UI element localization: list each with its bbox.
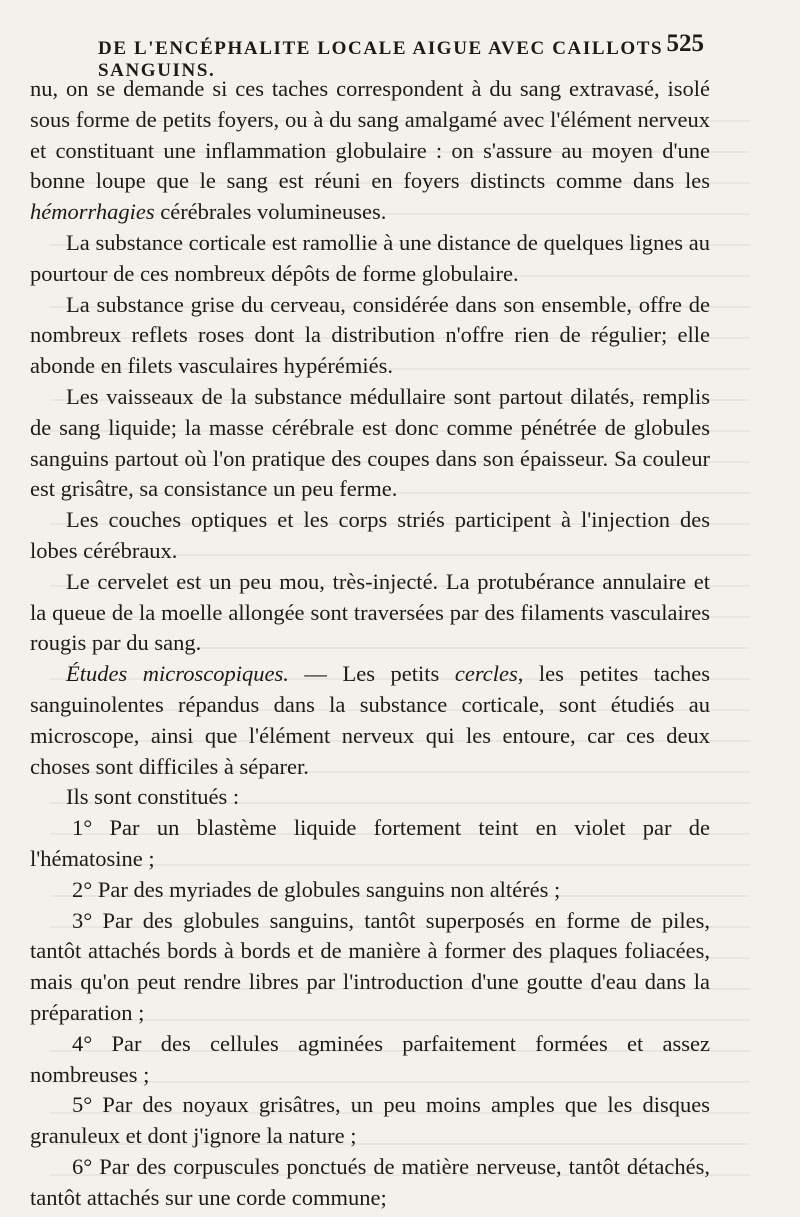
- page-number: 525: [666, 30, 704, 57]
- list-item: 3° Par des globules sanguins, tantôt superposés en forme de piles, tantôt attachés bords à bords et de manière à former des plaques foliacées, mais qu'on peut rendre libres par l'introduction d'une goutte d'eau dans la préparation ;: [30, 907, 710, 1025]
- page-header: [98, 30, 704, 81]
- running-title: DE L'ENCÉPHALITE LOCALE AIGUE AVEC CAILLOTS SANGUINS.: [98, 38, 664, 81]
- text-run: nu, on se demande si ces taches correspondent à du sang extravasé, isolé sous forme de petits foyers, ou à du sang amalgamé avec l'élément nerveux et constituant une inflammation globulaire : on s'assure au moyen d'une bonne loupe que le sang est réuni en foyers distincts comme dans les: [30, 76, 710, 194]
- body-text: [30, 74, 710, 1213]
- paragraph: Les couches optiques et les corps striés participent à l'injection des lobes cérébraux.: [30, 507, 710, 563]
- text-run: — Les petits: [288, 661, 455, 687]
- italic-term: cercles: [454, 661, 518, 687]
- text-run: cérébrales volumineuses.: [154, 199, 387, 225]
- list-item: 2° Par des myriades de globules sanguins non altérés ;: [72, 876, 561, 902]
- section-heading-italic: Études microscopiques.: [66, 661, 289, 687]
- paragraph: Le cervelet est un peu mou, très-injecté. La protubérance annulaire et la queue de la moelle allongée sont traversées par des filaments vasculaires rougis par du sang.: [30, 568, 710, 656]
- paragraph: [30, 659, 710, 782]
- list-item: 4° Par des cellules agminées parfaitement formées et assez nombreuses ;: [30, 1030, 710, 1087]
- paragraph: La substance grise du cerveau, considérée dans son ensemble, offre de nombreux reflets roses dont la distribution n'offre rien de régulier; elle abonde en filets vasculaires hypérémiés.: [30, 291, 710, 379]
- list-item: 5° Par des noyaux grisâtres, un peu moins amples que les disques granuleux et dont j'ignore la nature ;: [30, 1092, 710, 1149]
- paragraph: [30, 74, 710, 228]
- text-run: , les petites taches sanguinolentes répandus dans la substance corticale, sont étudiés au microscope, ainsi que l'élément nerveux qui les entoure, car ces deux choses sont difficiles à séparer.: [30, 661, 710, 779]
- list-item: 6° Par des corpuscules ponctués de matière nerveuse, tantôt détachés, tantôt attachés sur une corde commune;: [30, 1153, 710, 1210]
- paragraph: Les vaisseaux de la substance médullaire sont partout dilatés, remplis de sang liquide; la masse cérébrale est donc comme pénétrée de globules sanguins partout où l'on pratique des coupes dans son épaisseur. Sa couleur est grisâtre, sa consistance un peu ferme.: [30, 383, 710, 502]
- list-item: 1° Par un blastème liquide fortement teint en violet par de l'hématosine ;: [30, 815, 710, 871]
- paragraph: La substance corticale est ramollie à une distance de quelques lignes au pourtour de ces nombreux dépôts de forme globulaire.: [30, 229, 710, 286]
- paragraph: Ils sont constitués :: [66, 784, 240, 810]
- italic-term: hémorrhagies: [30, 199, 155, 225]
